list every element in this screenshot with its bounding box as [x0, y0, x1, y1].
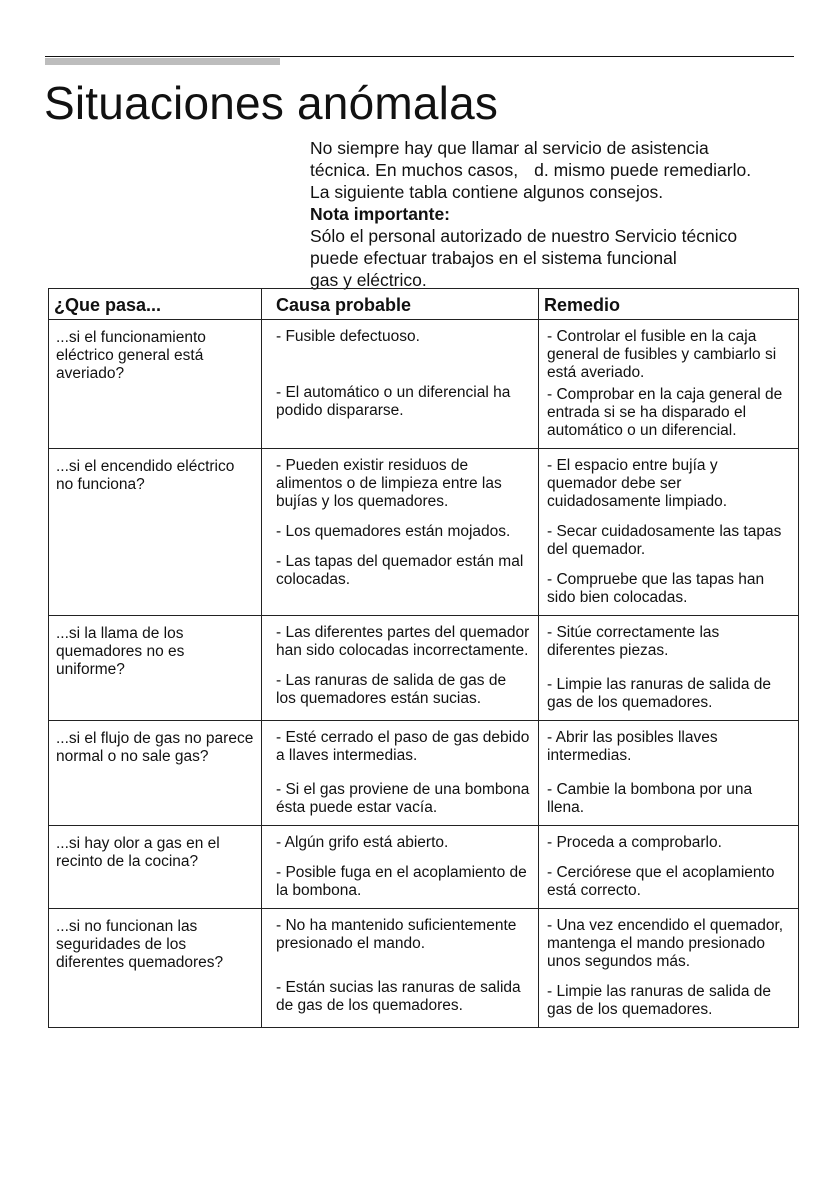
cause-cell: [262, 616, 539, 721]
remedy-item: - El espacio entre bujía y quemador debe ser cuidadosamente limpiado.: [547, 457, 728, 510]
remedy-cell: [539, 721, 799, 826]
remedy-item: - Cambie la bombona por una llena.: [547, 781, 753, 816]
question-cell: ...si el funcionamiento eléctrico general está averiado?: [49, 320, 262, 449]
cause-item: - Si el gas proviene de una bombona ésta puede estar vacía.: [276, 781, 530, 816]
remedy-cell: [539, 826, 799, 909]
table-row: [49, 826, 799, 909]
cause-item: - Algún grifo está abierto.: [276, 834, 449, 851]
table-header-row: [49, 289, 799, 320]
page-title: Situaciones anómalas: [44, 77, 499, 129]
table-row: [49, 721, 799, 826]
intro-line: La siguiente tabla contiene algunos consejos.: [310, 182, 664, 202]
cause-cell: [262, 721, 539, 826]
remedy-item: - Una vez encendido el quemador, mantenga el mando presionado unos segundos más.: [547, 917, 784, 970]
cause-item: - Posible fuga en el acoplamiento de la bombona.: [276, 864, 527, 899]
question-cell: ...si no funcionan las seguridades de los diferentes quemadores?: [49, 909, 262, 1028]
remedy-item: - Comprobar en la caja general de entrada si se ha disparado el automático o un diferencial.: [547, 386, 783, 439]
cause-item: - Fusible defectuoso.: [276, 328, 420, 345]
note-line: Sólo el personal autorizado de nuestro Servicio técnico: [310, 226, 738, 246]
intro-line: No siempre hay que llamar al servicio de asistencia: [310, 138, 709, 158]
cause-item: - Las tapas del quemador están mal colocadas.: [276, 553, 524, 588]
remedy-cell: [539, 616, 799, 721]
troubleshooting-table: [48, 288, 799, 1028]
question-cell: ...si la llama de los quemadores no es uniforme?: [49, 616, 262, 721]
title-accent-bar: [45, 58, 280, 65]
cause-item: - Las ranuras de salida de gas de los quemadores están sucias.: [276, 672, 507, 707]
intro-text: [310, 137, 810, 291]
remedy-cell: [539, 449, 799, 616]
intro-line: técnica. En muchos casos, d. mismo puede remediarlo.: [310, 160, 752, 180]
remedy-item: - Cerciórese que el acoplamiento está correcto.: [547, 864, 775, 899]
cause-cell: [262, 449, 539, 616]
top-rule: [45, 56, 794, 57]
remedy-item: - Abrir las posibles llaves intermedias.: [547, 729, 718, 764]
remedy-item: - Limpie las ranuras de salida de gas de los quemadores.: [547, 983, 772, 1018]
remedy-item: - Proceda a comprobarlo.: [547, 834, 722, 851]
remedy-item: - Compruebe que las tapas han sido bien colocadas.: [547, 571, 765, 606]
remedy-item: - Sitúe correctamente las diferentes piezas.: [547, 624, 720, 659]
table-row: [49, 449, 799, 616]
remedy-item: - Controlar el fusible en la caja general de fusibles y cambiarlo si está averiado.: [547, 328, 777, 381]
cause-item: - Pueden existir residuos de alimentos o de limpieza entre las bujías y los quemadores.: [276, 457, 502, 510]
cause-item: - Las diferentes partes del quemador han sido colocadas incorrectamente.: [276, 624, 530, 659]
cause-cell: [262, 320, 539, 449]
note-line: gas y eléctrico.: [310, 270, 427, 290]
question-cell: ...si hay olor a gas en el recinto de la cocina?: [49, 826, 262, 909]
table-row: [49, 320, 799, 449]
header-remedy: Remedio: [539, 289, 799, 320]
cause-cell: [262, 909, 539, 1028]
header-probable-cause: Causa probable: [262, 289, 539, 320]
remedy-item: - Secar cuidadosamente las tapas del quemador.: [547, 523, 782, 558]
question-cell: ...si el flujo de gas no parece normal o no sale gas?: [49, 721, 262, 826]
remedy-cell: [539, 909, 799, 1028]
question-cell: ...si el encendido eléctrico no funciona?: [49, 449, 262, 616]
header-what-happens: ¿Que pasa...: [49, 289, 262, 320]
cause-item: - No ha mantenido suficientemente presionado el mando.: [276, 917, 517, 952]
cause-item: - Están sucias las ranuras de salida de gas de los quemadores.: [276, 979, 521, 1014]
remedy-item: - Limpie las ranuras de salida de gas de los quemadores.: [547, 676, 772, 711]
cause-item: - Los quemadores están mojados.: [276, 523, 511, 540]
note-title: Nota importante:: [310, 204, 450, 224]
cause-item: - Esté cerrado el paso de gas debido a llaves intermedias.: [276, 729, 530, 764]
table-row: [49, 616, 799, 721]
cause-item: - El automático o un diferencial ha podido dispararse.: [276, 384, 511, 419]
table-row: [49, 909, 799, 1028]
remedy-cell: [539, 320, 799, 449]
cause-cell: [262, 826, 539, 909]
note-line: puede efectuar trabajos en el sistema funcional: [310, 248, 677, 268]
